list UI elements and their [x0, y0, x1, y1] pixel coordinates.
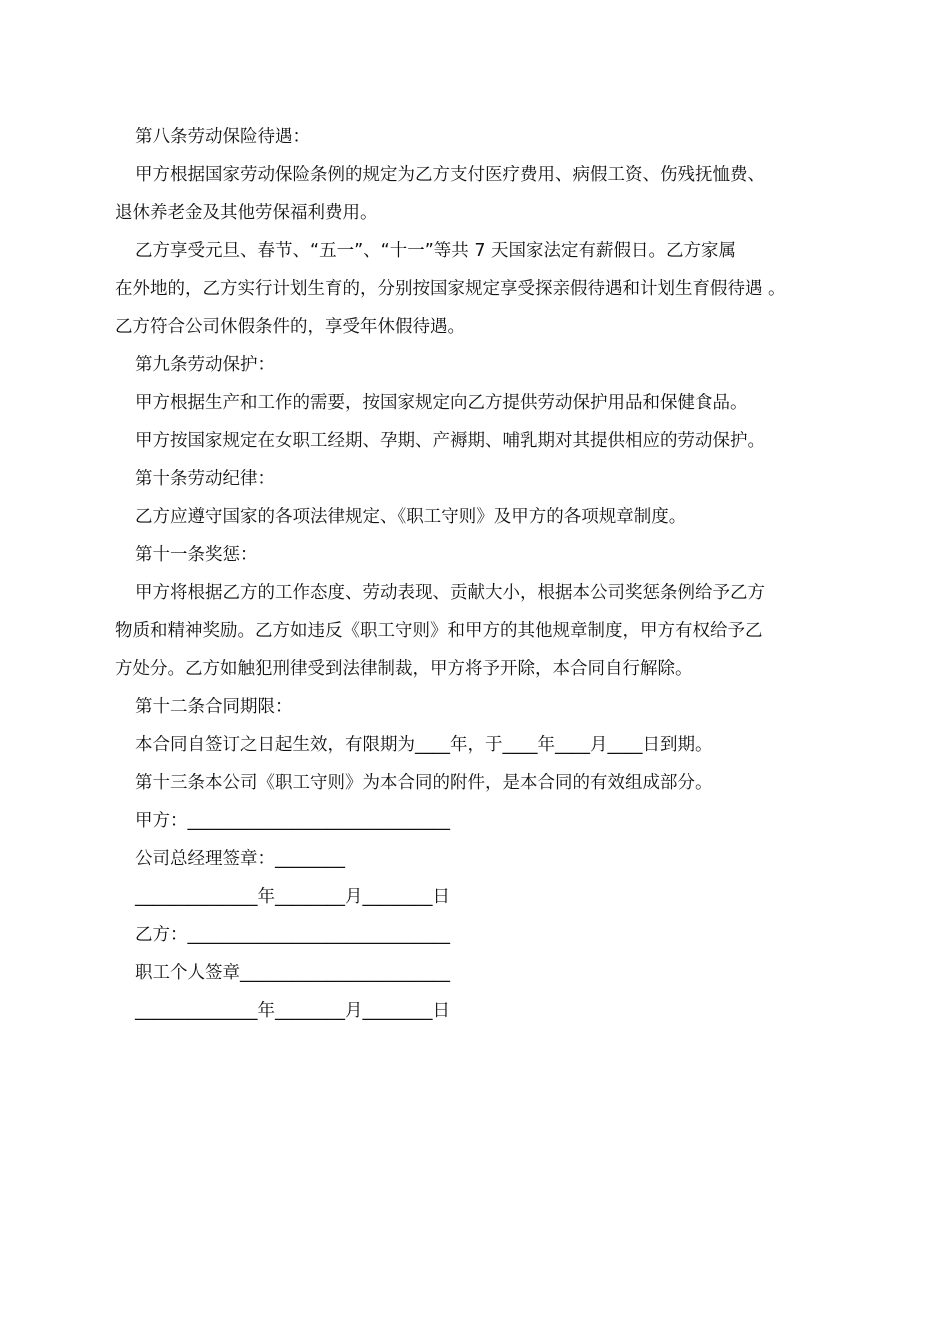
- employee-signature-line: 职工个人签章________________________: [135, 963, 450, 983]
- article-12-heading: 第十二条合同期限：: [135, 697, 293, 717]
- party-b-date-line: ______________年________月________日: [135, 1001, 450, 1021]
- article-11-paragraph-line-1: 甲方将根据乙方的工作态度、劳动表现、贡献大小，根据本公司奖惩条例给予乙方: [135, 583, 765, 603]
- article-9-paragraph-1: 甲方根据生产和工作的需要，按国家规定向乙方提供劳动保护用品和保健食品。: [135, 393, 748, 413]
- article-10-paragraph: 乙方应遵守国家的各项法律规定、《职工守则》及甲方的各项规章制度。: [135, 507, 687, 527]
- article-8-paragraph-1-line-1: 甲方根据国家劳动保险条例的规定为乙方支付医疗费用、病假工资、伤残抚恤费、: [135, 165, 765, 185]
- party-a-date-line: ______________年________月________日: [135, 887, 450, 907]
- party-a-signature-line: 甲方：______________________________: [135, 811, 450, 831]
- article-9-heading: 第九条劳动保护：: [135, 355, 275, 375]
- article-8-paragraph-2-line-3: 乙方符合公司休假条件的，享受年休假待遇。: [115, 317, 465, 337]
- article-10-heading: 第十条劳动纪律：: [135, 469, 275, 489]
- general-manager-signature-line: 公司总经理签章：________: [135, 849, 345, 869]
- article-8-paragraph-1-line-2: 退休养老金及其他劳保福利费用。: [115, 203, 378, 223]
- article-11-paragraph-line-3: 方处分。乙方如触犯刑律受到法律制裁，甲方将予开除，本合同自行解除。: [115, 659, 693, 679]
- article-8-heading: 第八条劳动保险待遇：: [135, 127, 310, 147]
- article-13-paragraph: 第十三条本公司《职工守则》为本合同的附件，是本合同的有效组成部分。: [135, 773, 713, 793]
- article-12-paragraph: 本合同自签订之日起生效，有限期为____年，于____年____月____日到期。: [135, 735, 713, 755]
- article-11-heading: 第十一条奖惩：: [135, 545, 258, 565]
- article-8-paragraph-2-line-1: 乙方享受元旦、春节、“五一”、“十一”等共 7 天国家法定有薪假日。乙方家属: [135, 241, 737, 261]
- article-9-paragraph-2: 甲方按国家规定在女职工经期、孕期、产褥期、哺乳期对其提供相应的劳动保护。: [135, 431, 765, 451]
- article-11-paragraph-line-2: 物质和精神奖励。乙方如违反《职工守则》和甲方的其他规章制度，甲方有权给予乙: [115, 621, 763, 641]
- party-b-signature-line: 乙方：______________________________: [135, 925, 450, 945]
- article-8-paragraph-2-line-2: 在外地的，乙方实行计划生育的，分别按国家规定享受探亲假待遇和计划生育假待遇 。: [115, 279, 786, 299]
